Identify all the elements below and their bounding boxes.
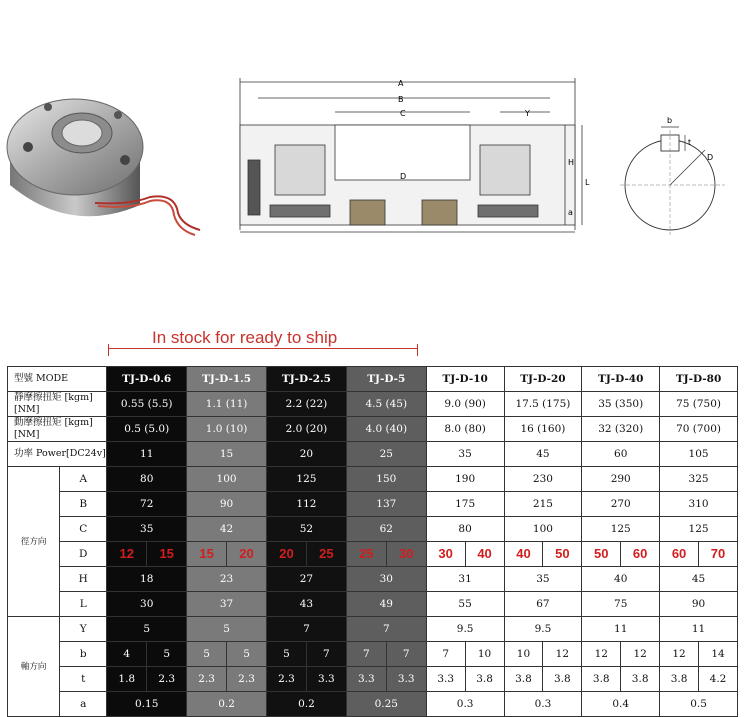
dimension-cell: 190 [426, 467, 504, 492]
dimension-cell: 5 [187, 642, 227, 667]
dimension-cell: 0.15 [107, 692, 187, 717]
row-axial-t [8, 667, 738, 692]
dimension-label: t [60, 667, 107, 692]
power-cell: 25 [346, 442, 426, 467]
dimension-cell: 11 [660, 617, 738, 642]
dimension-cell: 2.3 [147, 667, 187, 692]
dimension-cell: 2.3 [227, 667, 267, 692]
dimension-cell: 35 [504, 567, 582, 592]
drawing-label-a-gap: a [568, 208, 573, 217]
dimension-cell: 7 [267, 617, 347, 642]
dimension-cell: 12 [543, 642, 582, 667]
dimension-cell: 1.8 [107, 667, 147, 692]
dimension-cell: 100 [504, 517, 582, 542]
power-cell: 20 [267, 442, 347, 467]
dimension-cell: 20 [227, 542, 267, 567]
model-cell: TJ-D-10 [426, 367, 504, 392]
dimension-cell: 10 [465, 642, 504, 667]
row-model [8, 367, 738, 392]
dimension-label: D [60, 542, 107, 567]
dimension-label: C [60, 517, 107, 542]
dimension-cell: 3.3 [306, 667, 346, 692]
dimension-cell: 23 [187, 567, 267, 592]
row-dynamic_torque [8, 417, 738, 442]
dimension-cell: 30 [426, 542, 465, 567]
static_torque-cell: 1.1 (11) [187, 392, 267, 417]
dimension-cell: 3.3 [346, 667, 386, 692]
dimension-cell: 3.8 [543, 667, 582, 692]
dimension-cell: 9.5 [504, 617, 582, 642]
dimension-cell: 100 [187, 467, 267, 492]
dimension-cell: 14 [699, 642, 738, 667]
keyway-label-b: b [667, 116, 673, 125]
row-axial-Y [8, 617, 738, 642]
dimension-cell: 37 [187, 592, 267, 617]
dimension-label: b [60, 642, 107, 667]
in-stock-bracket [108, 348, 418, 363]
dimension-cell: 30 [346, 567, 426, 592]
dimension-cell: 7 [306, 642, 346, 667]
dimension-cell: 67 [504, 592, 582, 617]
dynamic_torque-cell: 4.0 (40) [346, 417, 426, 442]
dynamic_torque-cell: 8.0 (80) [426, 417, 504, 442]
dimension-cell: 35 [107, 517, 187, 542]
dimension-cell: 3.8 [465, 667, 504, 692]
static_torque-cell: 4.5 (45) [346, 392, 426, 417]
keyway-drawing [615, 105, 744, 235]
keyway-label-d: D [707, 153, 714, 162]
model-label: 型號 MODE [8, 367, 107, 392]
dimension-cell: 12 [660, 642, 699, 667]
radial-group-label: 徑方向 [8, 467, 60, 617]
dimension-cell: 4.2 [699, 667, 738, 692]
dimension-cell: 40 [465, 542, 504, 567]
dimension-cell: 7 [386, 642, 426, 667]
dimension-cell: 3.8 [582, 667, 621, 692]
dimension-cell: 25 [346, 542, 386, 567]
power-cell: 11 [107, 442, 187, 467]
dimension-cell: 45 [660, 567, 738, 592]
row-radial-C [8, 517, 738, 542]
dimension-cell: 0.2 [267, 692, 347, 717]
dimension-cell: 0.2 [187, 692, 267, 717]
dynamic_torque-cell: 32 (320) [582, 417, 660, 442]
power-cell: 60 [582, 442, 660, 467]
dimension-cell: 3.8 [621, 667, 660, 692]
dimension-cell: 175 [426, 492, 504, 517]
model-cell: TJ-D-80 [660, 367, 738, 392]
dimension-cell: 2.3 [187, 667, 227, 692]
dimension-cell: 125 [660, 517, 738, 542]
dimension-cell: 270 [582, 492, 660, 517]
dimension-cell: 3.8 [504, 667, 543, 692]
dimension-cell: 7 [346, 617, 426, 642]
spec-table [7, 366, 738, 717]
dimension-cell: 0.3 [426, 692, 504, 717]
dimension-cell: 310 [660, 492, 738, 517]
dimension-cell: 75 [582, 592, 660, 617]
dimension-cell: 10 [504, 642, 543, 667]
dimension-cell: 43 [267, 592, 347, 617]
row-radial-D [8, 542, 738, 567]
dimension-label: B [60, 492, 107, 517]
drawing-label-a: A [398, 79, 404, 88]
static_torque-cell: 2.2 (22) [267, 392, 347, 417]
dimension-cell: 5 [267, 642, 307, 667]
dimension-cell: 12 [107, 542, 147, 567]
power-cell: 45 [504, 442, 582, 467]
dimension-cell: 3.3 [426, 667, 465, 692]
dimension-cell: 27 [267, 567, 347, 592]
dimension-cell: 31 [426, 567, 504, 592]
dimension-cell: 90 [187, 492, 267, 517]
in-stock-title: In stock for ready to ship [152, 328, 338, 347]
drawing-label-y: Y [525, 109, 530, 118]
dimension-cell: 52 [267, 517, 347, 542]
product-photo [0, 85, 215, 250]
dimension-cell: 70 [699, 542, 738, 567]
dimension-cell: 50 [543, 542, 582, 567]
dimension-cell: 5 [187, 617, 267, 642]
dimension-cell: 3.3 [386, 667, 426, 692]
dimension-cell: 112 [267, 492, 347, 517]
dynamic_torque-cell: 70 (700) [660, 417, 738, 442]
dimension-label: L [60, 592, 107, 617]
power-cell: 105 [660, 442, 738, 467]
dimension-cell: 18 [107, 567, 187, 592]
dimension-cell: 42 [187, 517, 267, 542]
row-radial-A [8, 467, 738, 492]
dimension-cell: 40 [504, 542, 543, 567]
drawing-label-c: C [400, 109, 406, 118]
dimension-cell: 4 [107, 642, 147, 667]
dimension-cell: 150 [346, 467, 426, 492]
static_torque-cell: 9.0 (90) [426, 392, 504, 417]
dimension-cell: 72 [107, 492, 187, 517]
dimension-cell: 80 [426, 517, 504, 542]
power-label: 功率 Power[DC24v] [8, 442, 107, 467]
dimension-cell: 5 [227, 642, 267, 667]
dimension-cell: 62 [346, 517, 426, 542]
model-cell: TJ-D-5 [346, 367, 426, 392]
row-radial-B [8, 492, 738, 517]
dimension-cell: 0.4 [582, 692, 660, 717]
dimension-cell: 40 [582, 567, 660, 592]
dimension-cell: 11 [582, 617, 660, 642]
power-cell: 35 [426, 442, 504, 467]
dynamic_torque-cell: 16 (160) [504, 417, 582, 442]
dimension-cell: 215 [504, 492, 582, 517]
row-axial-b [8, 642, 738, 667]
dimension-cell: 7 [346, 642, 386, 667]
static_torque-cell: 0.55 (5.5) [107, 392, 187, 417]
axial-group-label: 軸方向 [8, 617, 60, 717]
drawing-label-l: L [585, 178, 590, 187]
drawing-label-h: H [568, 158, 575, 167]
dimension-cell: 20 [267, 542, 307, 567]
row-static_torque [8, 392, 738, 417]
static_torque-cell: 17.5 (175) [504, 392, 582, 417]
model-cell: TJ-D-2.5 [267, 367, 347, 392]
dimension-cell: 30 [107, 592, 187, 617]
dimension-cell: 125 [582, 517, 660, 542]
drawing-label-b: B [398, 95, 404, 104]
drawing-label-d: D [400, 172, 407, 181]
dimension-cell: 49 [346, 592, 426, 617]
row-radial-L [8, 592, 738, 617]
model-cell: TJ-D-1.5 [187, 367, 267, 392]
dynamic_torque-cell: 2.0 (20) [267, 417, 347, 442]
static_torque-label: 靜摩擦扭矩 [kgm] [NM] [8, 392, 107, 417]
dimension-cell: 5 [107, 617, 187, 642]
static_torque-cell: 75 (750) [660, 392, 738, 417]
dimension-cell: 5 [147, 642, 187, 667]
power-cell: 15 [187, 442, 267, 467]
dimension-cell: 0.25 [346, 692, 426, 717]
dimension-cell: 15 [187, 542, 227, 567]
dynamic_torque-cell: 0.5 (5.0) [107, 417, 187, 442]
dimension-cell: 80 [107, 467, 187, 492]
dimension-label: Y [60, 617, 107, 642]
dimension-cell: 0.3 [504, 692, 582, 717]
row-power [8, 442, 738, 467]
dimension-cell: 3.8 [660, 667, 699, 692]
dimension-cell: 90 [660, 592, 738, 617]
dimension-cell: 325 [660, 467, 738, 492]
dimension-cell: 30 [386, 542, 426, 567]
model-cell: TJ-D-40 [582, 367, 660, 392]
dimension-cell: 2.3 [267, 667, 307, 692]
dimension-cell: 60 [621, 542, 660, 567]
dimension-cell: 15 [147, 542, 187, 567]
dimension-cell: 230 [504, 467, 582, 492]
dynamic_torque-label: 動摩擦扭矩 [kgm] [NM] [8, 417, 107, 442]
dimension-cell: 60 [660, 542, 699, 567]
dimension-cell: 50 [582, 542, 621, 567]
dimension-cell: 137 [346, 492, 426, 517]
dimension-cell: 12 [621, 642, 660, 667]
dimension-label: a [60, 692, 107, 717]
dimension-cell: 7 [426, 642, 465, 667]
dimension-cell: 125 [267, 467, 347, 492]
dimension-label: A [60, 467, 107, 492]
keyway-label-t: t [688, 138, 692, 147]
dimension-cell: 9.5 [426, 617, 504, 642]
model-cell: TJ-D-0.6 [107, 367, 187, 392]
dimension-cell: 0.5 [660, 692, 738, 717]
dynamic_torque-cell: 1.0 (10) [187, 417, 267, 442]
dimension-label: H [60, 567, 107, 592]
static_torque-cell: 35 (350) [582, 392, 660, 417]
row-radial-H [8, 567, 738, 592]
dimension-cell: 12 [582, 642, 621, 667]
dimension-drawing [230, 70, 595, 250]
model-cell: TJ-D-20 [504, 367, 582, 392]
dimension-cell: 55 [426, 592, 504, 617]
dimension-cell: 290 [582, 467, 660, 492]
dimension-cell: 25 [306, 542, 346, 567]
